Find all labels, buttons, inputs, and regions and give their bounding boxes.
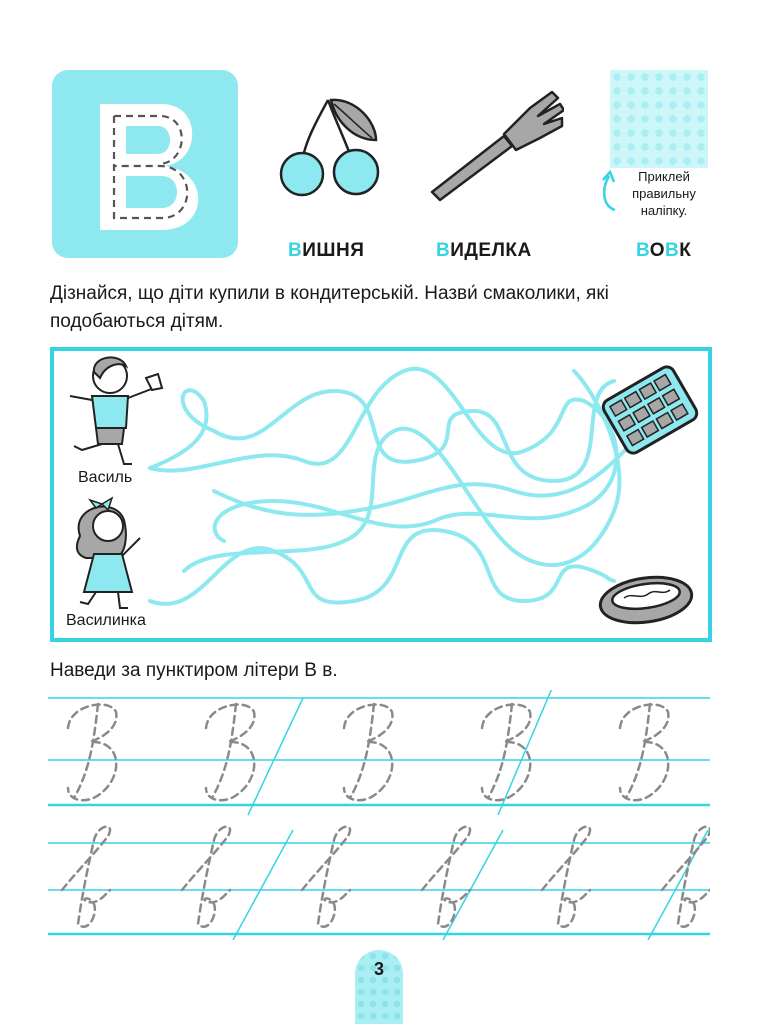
letter-card [52,70,238,258]
letter-outline-icon [52,70,238,258]
word-highlight: В [636,240,650,261]
uppercase-v-trace[interactable] [344,704,392,800]
word-rest: К [679,240,692,261]
sticker-note: Приклей правильну наліпку. [632,169,696,218]
tracing-instruction: Наведи за пунктиром літери В в. [50,660,338,681]
waffle-icon [600,360,700,460]
girl-icon [66,496,156,614]
uppercase-v-trace[interactable] [68,704,116,800]
task-line: подобаються дітям. [50,311,224,332]
kid-name-vasyl: Василь [78,469,133,486]
lowercase-v-trace[interactable] [182,827,230,927]
boy-icon [62,352,172,470]
word-wolf [636,240,691,262]
word-highlight: В [436,240,451,261]
uppercase-v-trace[interactable] [206,704,254,800]
word-rest [650,240,692,261]
task-line: Дізнайся, що діти купили в кондитерській. Назви́ смаколики, які [50,283,609,304]
lowercase-v-trace[interactable] [542,827,590,927]
task-instruction [50,280,609,336]
cherry-icon [276,92,386,200]
word-rest: ИДЕЛКА [450,240,532,261]
uppercase-v-trace[interactable] [620,704,668,800]
lowercase-v-trace[interactable] [62,827,110,927]
eclair-icon [596,568,696,628]
lowercase-v-trace[interactable] [662,827,710,927]
word-rest: ИШНЯ [302,240,365,261]
word-rest: О [649,240,666,261]
page-number: 3 [355,950,403,1024]
word-cherry [288,240,364,262]
word-highlight: В [288,240,303,261]
word-fork [436,240,532,262]
word-highlight: В [665,240,680,261]
lowercase-v-trace[interactable] [302,827,350,927]
kid-name-vasylynka: Василинка [66,612,146,629]
fork-icon [424,88,564,204]
tracing-area[interactable] [48,690,710,940]
lowercase-v-trace[interactable] [422,827,470,927]
sticker-placeholder[interactable] [610,70,708,168]
uppercase-v-trace[interactable] [482,704,530,800]
